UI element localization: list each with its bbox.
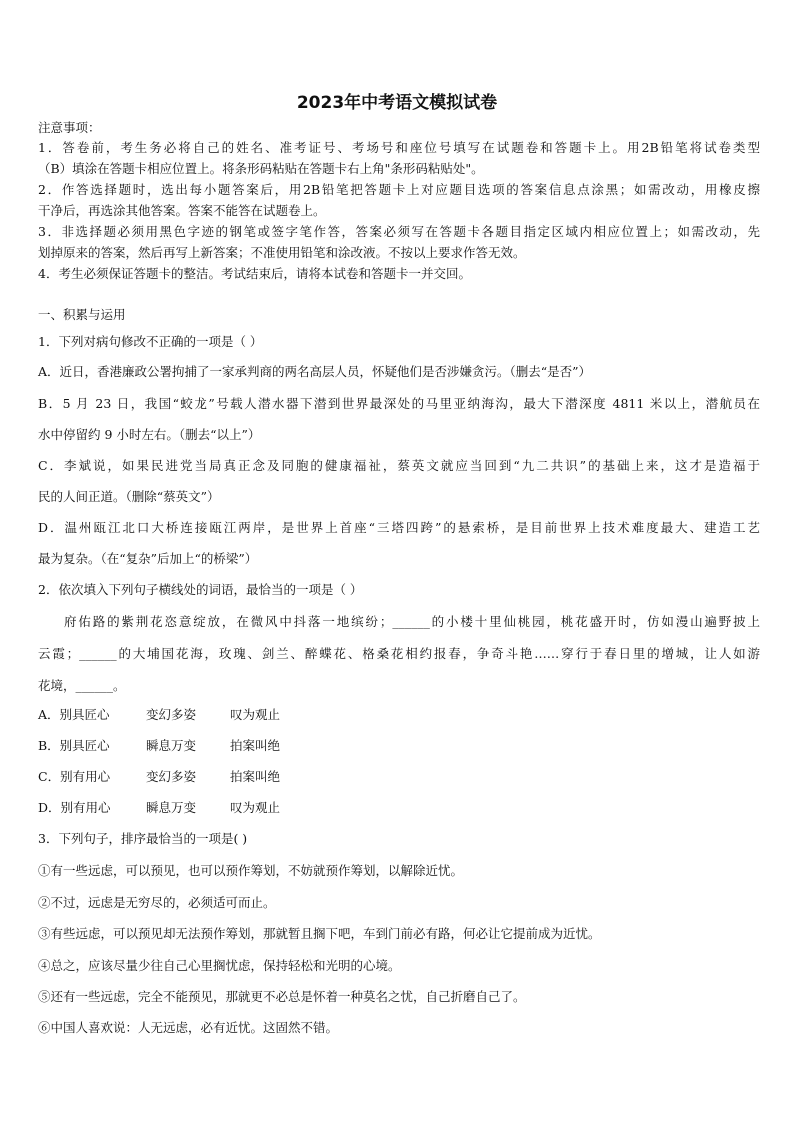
question-stem: 3．下列句子，排序最恰当的一项是( ) [38,831,248,846]
passage-line: 府佑路的紫荆花恣意绽放，在微风中抖落一地缤纷；______的小楼十里仙桃园，桃花盛开时，仿如漫山遍野披上 [64,614,760,629]
option-line: D．温州瓯江北口大桥连接瓯江两岸，是世界上首座“三塔四跨”的悬索桥，是目前世界上技术难度最大、建造工艺 [38,520,760,535]
notice-line: 1．答卷前，考生务必将自己的姓名、准考证号、考场号和座位号填写在试题卷和答题卡上。用2B铅笔将试卷类型 [38,140,760,155]
option-line: B．5 月 23 日，我国“蛟龙”号载人潜水器下潜到世界最深处的马里亚纳海沟，最大下潜深度 4811 米以上，潜航员在 [38,396,760,411]
notice-line: （B）填涂在答题卡相应位置上。将条形码粘贴在答题卡右上角"条形码粘贴处"。 [38,161,484,176]
question-stem: 1．下列对病句修改不正确的一项是（ ） [38,334,263,349]
option-word: 瞬息万变 [146,738,197,753]
option-row [38,767,280,787]
sentence-item: ③有些远虑，可以预见却无法预作筹划，那就暂且搁下吧，车到门前必有路，何必让它提前成为近忧。 [38,926,601,941]
option-row [38,736,280,756]
sentence-item: ⑤还有一些远虑，完全不能预见，那就更不必总是怀着一种莫名之忧，自己折磨自己了。 [38,989,526,1004]
option-word: 叹为观止 [230,707,281,722]
option-word: 叹为观止 [230,800,281,815]
notice-line: 4．考生必须保证答题卡的整洁。考试结束后，请将本试卷和答题卡一并交回。 [38,266,471,281]
option-word: 变幻多姿 [146,707,197,722]
option-word: B．别具匠心 [38,738,110,753]
notice-heading: 注意事项： [38,120,101,135]
option-word: 变幻多姿 [146,769,197,784]
option-row [38,798,280,818]
option-line: A．近日，香港廉政公署拘捕了一家承判商的两名高层人员，怀疑他们是否涉嫌贪污。（删去“是否”） [38,364,592,379]
sentence-item: ⑥中国人喜欢说：人无远虑，必有近忧。这固然不错。 [38,1020,339,1035]
notice-line: 2．作答选择题时，选出每小题答案后，用2B铅笔把答题卡上对应题目选项的答案信息点涂黑；如需改动，用橡皮擦 [38,182,760,197]
passage-line: 云霞；______的大埔国花海，玫瑰、剑兰、醉蝶花、格桑花相约报春，争奇斗艳……穿行于春日里的增城，让人如游 [38,646,760,661]
page-title: 2023年中考语文模拟试卷 [296,93,498,113]
question-stem: 2．依次填入下列句子横线处的词语，最恰当的一项是（ ） [38,582,363,597]
option-word: C．别有用心 [38,769,111,784]
option-line: 民的人间正道。（删除“蔡英文”） [38,489,220,504]
option-word: A．别具匠心 [38,707,110,722]
sentence-item: ④总之，应该尽量少往自己心里搁忧虑，保持轻松和光明的心境。 [38,958,401,973]
option-row [38,705,280,725]
sentence-item: ①有一些远虑，可以预见，也可以预作筹划，不妨就预作筹划，以解除近忧。 [38,863,464,878]
option-word: 拍案叫绝 [230,769,281,784]
sentence-item: ②不过，远虑是无穷尽的，必须适可而止。 [38,895,276,910]
option-word: 瞬息万变 [146,800,197,815]
notice-line: 干净后，再选涂其他答案。答案不能答在试题卷上。 [38,203,326,218]
option-line: 最为复杂。（在“复杂”后加上“的桥梁”） [38,551,258,566]
passage-line: 花境，______。 [38,678,126,693]
option-line: C．李斌说，如果民进党当局真正念及同胞的健康福祉，蔡英文就应当回到“九二共识”的基础上来，这才是造福于 [38,458,760,473]
option-line: 水中停留约 9 小时左右。（删去“以上”） [38,427,261,442]
notice-line: 3．非选择题必须用黑色字迹的钢笔或签字笔作答，答案必须写在答题卡各题目指定区域内相应位置上；如需改动，先 [38,224,760,239]
notice-line: 划掉原来的答案，然后再写上新答案；不准使用铅笔和涂改液。不按以上要求作答无效。 [38,245,526,260]
section-heading: 一、积累与运用 [38,307,126,322]
option-word: D．别有用心 [38,800,111,815]
option-word: 拍案叫绝 [230,738,281,753]
